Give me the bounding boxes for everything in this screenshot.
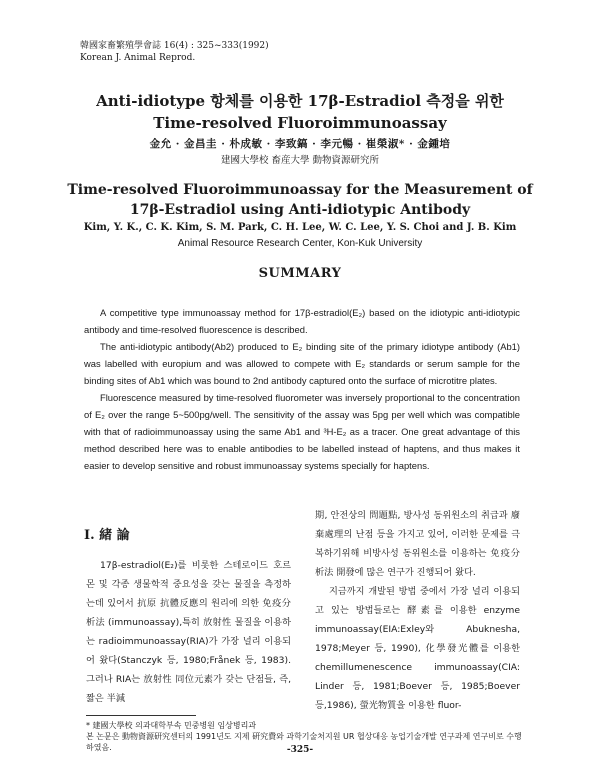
- korean-title: [0, 90, 600, 134]
- summary-paragraph-2: The anti-idiotypic antibody(Ab2) produced to E₂ binding site of the primary idiotype antibody (Ab1) was labelled with europium and was allowed to compete with E₂ standards or serum sample for the binding sites of Ab1 which was bound to 2nd antibody captured onto the surface of microtitre plates.: [84, 341, 520, 386]
- footnote-divider: [86, 715, 196, 716]
- journal-citation: [80, 40, 269, 64]
- english-title-line2: 17β-Estradiol using Anti-idiotypic Antibody: [129, 202, 471, 218]
- summary-paragraph-3: Fluorescence measured by time-resolved fluorometer was inversely proportional to the concentration of E₂ over the range 5~500pg/well. The sensitivity of the assay was 5pg per well which was compatible with that of radioimmunoassay using the same Ab1 and ³H-E₂ as a tracer. One great advantage of this method described here was to enable antibodies to be labelled instead of haptens, and thus makes it easier to develop sensitive and robust immunoassay systems specially for haptens.: [84, 392, 520, 471]
- korean-title-line2: Time-resolved Fluoroimmunoassay: [153, 114, 447, 132]
- journal-name-en: Korean J. Animal Reprod.: [80, 53, 196, 63]
- intro-right-column: [315, 506, 520, 715]
- summary-paragraph-1: A competitive type immunoassay method for 17β-estradiol(E₂) based on the idiotypic anti-idiotypic antibody and time-resolved fluorescence is described.: [84, 307, 520, 335]
- authors-korean: 金允 · 金昌圭 · 朴成敏 · 李致鎬 · 李元暢 · 崔榮淑* · 金鍾培: [149, 138, 451, 150]
- intro-left-paragraph: 17β-estradiol(E₂)를 비롯한 스테로이드 호르몬 및 각종 생물학적 중요성을 갖는 물질을 측정하는데 있어서 抗原 抗體反應의 원리에 의한 免疫分析法 (immunoassay),특히 放射性 물질을 이용하는 radioimmunoassay(RIA)가 가장 널리 이용되어 왔다(Stanczyk 등, 1980;Frånek 등, 1983). 그러나 RIA는 放射性 同位元素가 갖는 단점들, 즉, 짧은 半減: [86, 560, 291, 704]
- english-title: [0, 180, 600, 220]
- summary-heading: SUMMARY: [258, 266, 342, 281]
- footnote-affiliation: * 建國大學校 의과대학부속 민중병원 임상병리과: [86, 721, 257, 730]
- page-number: -325-: [286, 745, 314, 755]
- footnote-funding: 본 논문은 動物資源研究센터의 1991년도 지제 硏究費와 과학기술처지원 UR 협상대응 농업기술개발 연구과제 연구비로 수행하였음.: [86, 732, 522, 752]
- section-heading-introduction: Ⅰ. 緒 論: [84, 528, 130, 543]
- english-title-line1: Time-resolved Fluoroimmunoassay for the Measurement of: [67, 182, 533, 198]
- korean-title-line1: Anti-idiotype 항체를 이용한 17β-Estradiol 측정을 위한: [96, 92, 504, 110]
- journal-name-ko: 韓國家畜繁殖學會誌 16(4) : 325~333(1992): [80, 41, 269, 51]
- summary-body: [84, 304, 520, 474]
- authors-english: Kim, Y. K., C. K. Kim, S. M. Park, C. H. Lee, W. C. Lee, Y. S. Choi and J. B. Kim: [83, 222, 517, 233]
- affiliation-korean: 建國大學校 畜産大學 動物資源研究所: [220, 155, 380, 166]
- intro-right-paragraph-2: 지금까지 개발된 방법 중에서 가장 널리 이용되고 있는 방법들로는 酵素를 이용한 enzyme immunoassay(EIA:Exley와 Abuknesha, 1978;Meyer 등, 1990), 化學發光體를 이용한 chemillumenescence immunoassay(CIA: Linder 등, 1981;Boever 등, 1985;Boever 등,1986), 螢光物質을 이용한 fluor-: [315, 586, 520, 711]
- intro-left-column: [86, 556, 291, 708]
- affiliation-english: Animal Resource Research Center, Kon-Kuk University: [177, 238, 423, 249]
- intro-right-paragraph-1: 期, 안전상의 問題點, 방사성 동위원소의 취급과 廢棄處理의 난점 등을 가지고 있어, 이러한 문제를 극복하기위해 비방사성 동위원소를 이용하는 免疫分析法 開發에 많은 연구가 진행되어 왔다.: [315, 510, 520, 578]
